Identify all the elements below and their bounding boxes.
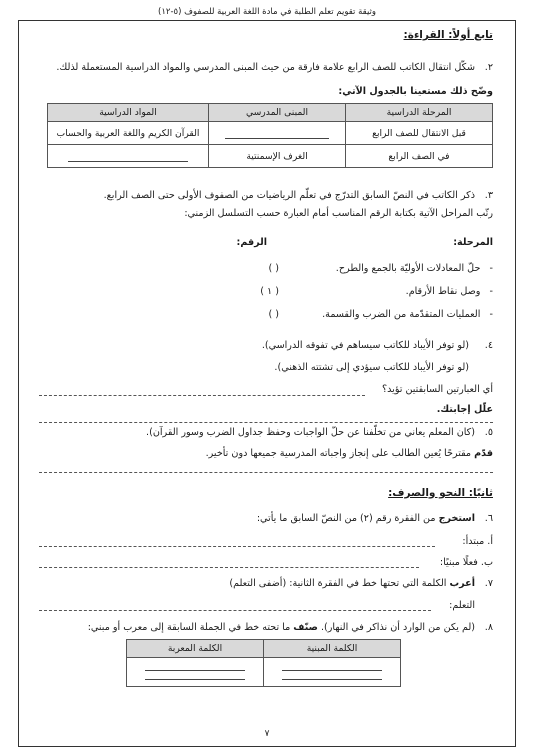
q8-text-rest: ما تحته خط في الجملة السابقة إلى معرب أو مبني: [87,622,291,633]
q6-text-rest: من الفقرة رقم (٢) من النصّ السابق ما يأتي: [256,513,436,524]
q3-col-number: الرقم: [236,237,267,248]
q8-table [126,639,401,687]
q2-header-subjects: المواد الدراسية [48,104,209,122]
q4-number: ٤. [484,340,493,351]
section-title-reading: تابع أولاً: القراءة: [403,29,493,41]
q5-answer-line[interactable] [39,472,493,473]
q5-instruction-text: مقترحًا يُعين الطالب على إنجاز واجباته المدرسية جميعها دون تأخير. [205,448,472,459]
q3-item-3-answer[interactable]: ( ) [268,309,279,320]
q3-item-1-text: حلّ المعادلات الأوليّة بالجمع والطرح. [335,263,481,274]
q3-item-2: - وصل نقاط الأرقام. [405,286,493,297]
q4-answer-line[interactable] [39,395,365,396]
q4-question: أي العبارتين السابقتين تؤيد؟ [382,384,493,395]
q8-header-muarab: الكلمة المعربة [127,640,264,658]
q7-verb: أعرب [449,578,475,589]
q6-a-label: أ. مبتدأ: [462,536,493,547]
q7-label: التعلم: [449,600,475,611]
q5-instruction-verb: قدّم [474,448,493,459]
q2-header-stage: المرحلة الدراسية [346,104,493,122]
q2-table-wrap [47,103,493,168]
q2-row2-building: الغرف الإسمنتية [209,145,346,168]
q6-a-line[interactable] [39,546,435,547]
q7-answer-line[interactable] [39,610,431,611]
page-number: ٧ [264,729,270,739]
q2-text: شكّل انتقال الكاتب للصف الرابع علامة فارقة من حيث المبنى المدرسي والمواد الدراسية المستعملة لذلك. [56,62,475,73]
q2-row1-building-blank[interactable] [209,122,346,145]
q5-instruction [206,447,493,460]
q2-header-building: المبنى المدرسي [209,104,346,122]
q3-instruction: رتّب المراحل الآتية بكتابة الرقم المناسب أمام العبارة حسب التسلسل الزمني: [184,208,493,219]
q3-item-2-answer[interactable]: ( ١ ) [260,286,279,297]
q8-sentence: (لم يكن من الوارد أن نذاكر في النهار). [320,622,475,633]
q8-header-mabni: الكلمة المبنية [264,640,401,658]
q6-b-label: ب. فعلًا مبنيًا: [439,557,493,568]
q6-text [257,512,475,525]
q3-item-1-answer[interactable]: ( ) [268,263,279,274]
q8-text [88,621,475,634]
q8-verb: صنّف [293,622,318,633]
content-frame [18,20,516,747]
q4-line2: (لو توفر الأيباد للكاتب سيؤدي إلى تشتته الذهني). [274,362,469,373]
q6-number: ٦. [484,513,493,524]
q2-instruction: وضّح ذلك مستعينا بالجدول الآتي: [338,86,493,97]
page-header: وثيقة تقويم تعلم الطلبة في مادة اللغة العربية للصفوف (٥-١٢) [158,7,376,17]
q3-item-3-text: العمليات المتقدّمة من الضرب والقسمة. [322,309,481,320]
q5-number: ٥. [484,427,493,438]
q4-justify: علّل إجابتك. [436,404,493,415]
q2-number: ٢. [484,62,493,73]
q7-text-rest: الكلمة التي تحتها خط في الفقرة الثانية: (أضفى التعلم) [229,578,447,589]
q8-cell-mabni[interactable] [264,658,401,687]
q4-justify-line[interactable] [39,422,493,423]
q7-text [229,577,475,590]
q3-item-3: - العمليات المتقدّمة من الضرب والقسمة. [322,309,493,320]
q3-item-1: - حلّ المعادلات الأوليّة بالجمع والطرح. [335,263,493,274]
section-title-grammar: ثانيًا: النحو والصرف: [388,487,493,499]
q8-number: ٨. [484,622,493,633]
q6-verb: استخرج [438,513,475,524]
q8-table-wrap [126,639,401,687]
q2-row1-stage: قبل الانتقال للصف الرابع [346,122,493,145]
q3-text: ذكر الكاتب في النصّ السابق التدرّج في تعلّم الرياضيات من الصفوف الأولى حتى الصف الرابع. [103,190,475,201]
q2-row2-stage: في الصف الرابع [346,145,493,168]
q3-number: ٣. [484,190,493,201]
q2-row2-subjects-blank[interactable] [48,145,209,168]
q5-text: (كان المعلم يعاني من تخلّفنا عن حلّ الواجبات وحفظ جداول الضرب وسور القرآن). [146,427,475,438]
q6-b-line[interactable] [39,567,419,568]
q7-number: ٧. [484,578,493,589]
worksheet-page [18,6,516,747]
q2-table [47,103,493,168]
q8-cell-muarab[interactable] [127,658,264,687]
q2-row1-subjects: القرآن الكريم واللغة العربية والحساب [48,122,209,145]
q4-line1: (لو توفر الأيباد للكاتب سيساهم في تفوقه الدراسي). [261,340,469,351]
q3-item-2-text: وصل نقاط الأرقام. [405,286,481,297]
q3-col-stage: المرحلة: [453,237,493,248]
